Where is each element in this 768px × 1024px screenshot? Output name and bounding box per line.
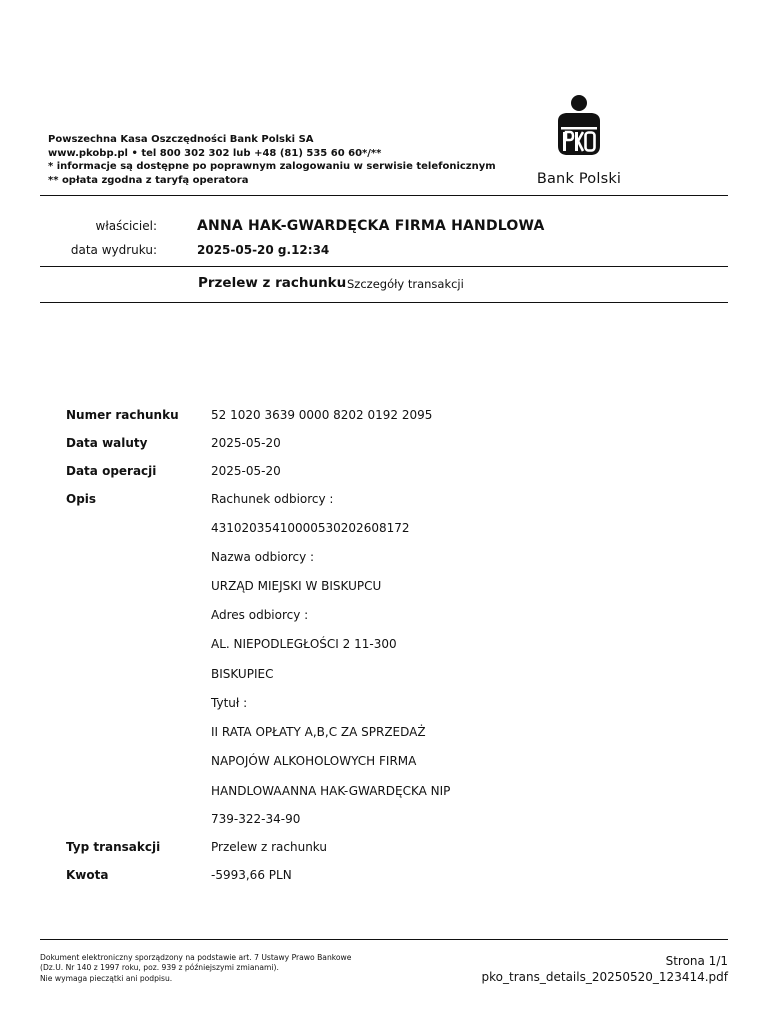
account-number-value: 52 1020 3639 0000 8202 0192 2095 [211, 408, 433, 422]
transaction-type-label: Typ transakcji [66, 840, 161, 854]
description-line: Tytuł : [211, 696, 248, 710]
header-divider-bottom [40, 302, 728, 303]
file-name: pko_trans_details_20250520_123414.pdf [481, 970, 728, 984]
print-date-label: data wydruku: [70, 243, 157, 257]
amount-label: Kwota [66, 868, 109, 882]
operation-date-value: 2025-05-20 [211, 464, 281, 478]
description-line: NAPOJÓW ALKOHOLOWYCH FIRMA [211, 754, 417, 768]
bank-note-2: ** opłata zgodna z taryfą operatora [48, 174, 249, 186]
transaction-type-value: Przelew z rachunku [211, 840, 327, 854]
description-line: Rachunek odbiorcy : [211, 492, 334, 506]
legal-note [40, 953, 400, 984]
pko-logo [536, 94, 622, 190]
description-line: AL. NIEPODLEGŁOŚCI 2 11-300 [211, 637, 397, 651]
operation-date-label: Data operacji [66, 464, 157, 478]
header-divider-middle [40, 266, 728, 267]
legal-note-line: (Dz.U. Nr 140 z 1997 roku, poz. 939 z późniejszymi zmianami). [40, 963, 279, 973]
description-line: Adres odbiorcy : [211, 608, 309, 622]
owner-label: właściciel: [95, 219, 157, 233]
description-line: BISKUPIEC [211, 667, 274, 681]
description-label: Opis [66, 492, 97, 506]
amount-value: -5993,66 PLN [211, 868, 292, 882]
bank-contact: www.pkobp.pl • tel 800 302 302 lub +48 (81) 535 60 60*/** [48, 147, 382, 159]
description-line: II RATA OPŁATY A,B,C ZA SPRZEDAŻ [211, 725, 426, 739]
footer-divider [40, 939, 728, 940]
section-subtitle: Szczegóły transakcji [347, 277, 464, 291]
bank-note-1: * informacje są dostępne po poprawnym zalogowaniu w serwisie telefonicznym [48, 161, 496, 172]
description-line: 43102035410000530202608172 [211, 521, 410, 535]
pko-logo-icon [554, 94, 604, 162]
description-line: HANDLOWAANNA HAK-GWARDĘCKA NIP [211, 784, 451, 798]
description-line: 739-322-34-90 [211, 812, 301, 826]
bank-info [48, 133, 508, 187]
value-date-value: 2025-05-20 [211, 436, 281, 450]
section-title: Przelew z rachunku [198, 275, 347, 291]
page-number: Strona 1/1 [665, 954, 728, 968]
description-line: Nazwa odbiorcy : [211, 550, 315, 564]
header-divider-top [40, 195, 728, 196]
legal-note-line: Nie wymaga pieczątki ani podpisu. [40, 973, 173, 983]
description-line: URZĄD MIEJSKI W BISKUPCU [211, 579, 382, 593]
account-number-label: Numer rachunku [66, 408, 179, 422]
owner-value: ANNA HAK-GWARDĘCKA FIRMA HANDLOWA [197, 218, 545, 234]
legal-note-line: Dokument elektroniczny sporządzony na podstawie art. 7 Ustawy Prawo Bankowe [40, 953, 352, 962]
value-date-label: Data waluty [66, 436, 148, 450]
bank-name: Powszechna Kasa Oszczędności Bank Polski SA [48, 134, 314, 145]
print-date-value: 2025-05-20 g.12:34 [197, 243, 330, 257]
footer-info [482, 953, 728, 985]
logo-text: Bank Polski [536, 171, 622, 187]
